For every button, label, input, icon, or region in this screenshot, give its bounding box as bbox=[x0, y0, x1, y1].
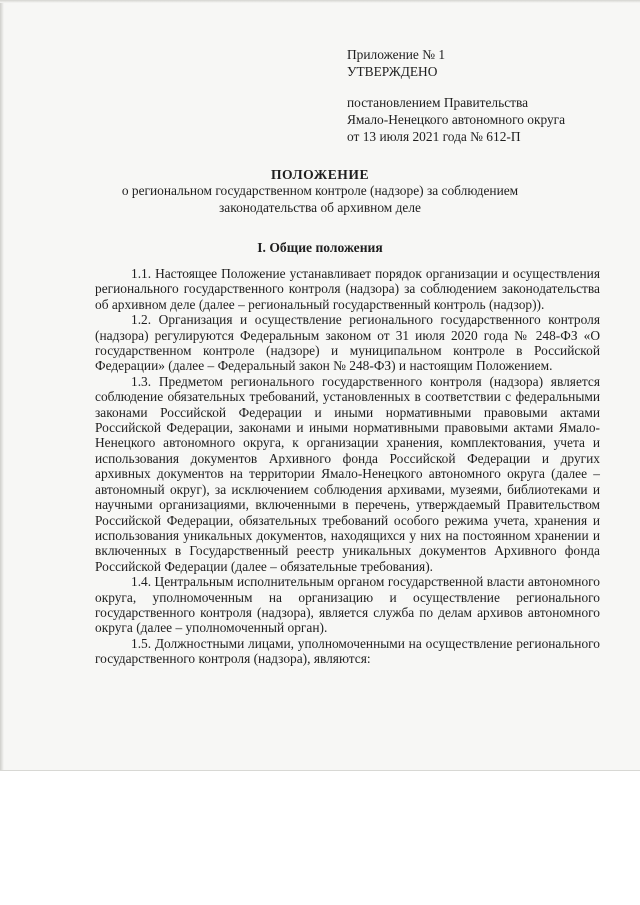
approval-spacer bbox=[347, 80, 565, 94]
approval-block bbox=[347, 46, 565, 145]
scan-shadow-top bbox=[0, 0, 640, 3]
approval-region: Ямало-Ненецкого автономного округа bbox=[347, 112, 566, 127]
subtitle-line-1: о региональном государственном контроле (надзоре) за соблюдением bbox=[121, 183, 519, 198]
paragraph-1-2: 1.2. Организация и осуществление регионального государственного контроля (надзора) регулируются Федеральным законом от 31 июля 2020 года № 248-ФЗ «О государственном контроле (надзоре) и муниципальном контроле в Российской Федерации» (далее – Федеральный закон № 248-ФЗ) и настоящим Положением. bbox=[95, 312, 600, 374]
document-title: ПОЛОЖЕНИЕ bbox=[270, 167, 370, 182]
scan-shadow-left bbox=[0, 0, 4, 770]
paragraph-1-4: 1.4. Центральным исполнительным органом государственной власти автономного округа, уполномоченным на организацию и осуществление регионального государственного контроля (надзора), является служба по делам архивов автономного округа (далее – уполномоченный орган). bbox=[95, 574, 600, 636]
paragraph-1-1: 1.1. Настоящее Положение устанавливает порядок организации и осуществления регионального государственного контроля (надзора) за соблюдением законодательства об архивном деле (далее – региональный государственный контроль (надзор)). bbox=[95, 266, 600, 312]
paragraph-1-5: 1.5. Должностными лицами, уполномоченными на осуществление регионального государственного контроля (надзора), являются: bbox=[95, 635, 600, 667]
section-heading: I. Общие положения bbox=[257, 240, 383, 255]
document-subtitle bbox=[0, 183, 640, 216]
paragraph-1-3: 1.3. Предметом регионального государственного контроля (надзора) является соблюдение обязательных требований, установленных в соответствии с федеральными законами Российской Федерации и иными нормативными правовыми актами Российской Федерации, законами и иными нормативными правовыми актами Ямало-Ненецкого автономного округа, к организации хранения, комплектования, учета и использования документов Архивного фонда Российской Федерации и других архивных документов на территории Ямало-Ненецкого автономного округа (далее – автономный округ), за исключением соблюдения архивами, музеями, библиотеками и научными организациями, включенными в перечень, утверждаемый Правительством Российской Федерации, обязательных требований особого режима учета, хранения и использования уникальных документов, находящихся у них на постоянном хранении и включенных в Государственный реестр уникальных документов Архивного фонда Российской Федерации (далее – обязательные требования). bbox=[95, 373, 600, 574]
subtitle-line-2: законодательства об архивном деле bbox=[219, 199, 421, 215]
document-body bbox=[95, 266, 600, 667]
approved-label: УТВЕРЖДЕНО bbox=[347, 64, 438, 79]
approval-authority: постановлением Правительства bbox=[347, 95, 529, 110]
appendix-number: Приложение № 1 bbox=[347, 47, 446, 62]
approval-date: от 13 июля 2021 года № 612-П bbox=[347, 129, 521, 144]
